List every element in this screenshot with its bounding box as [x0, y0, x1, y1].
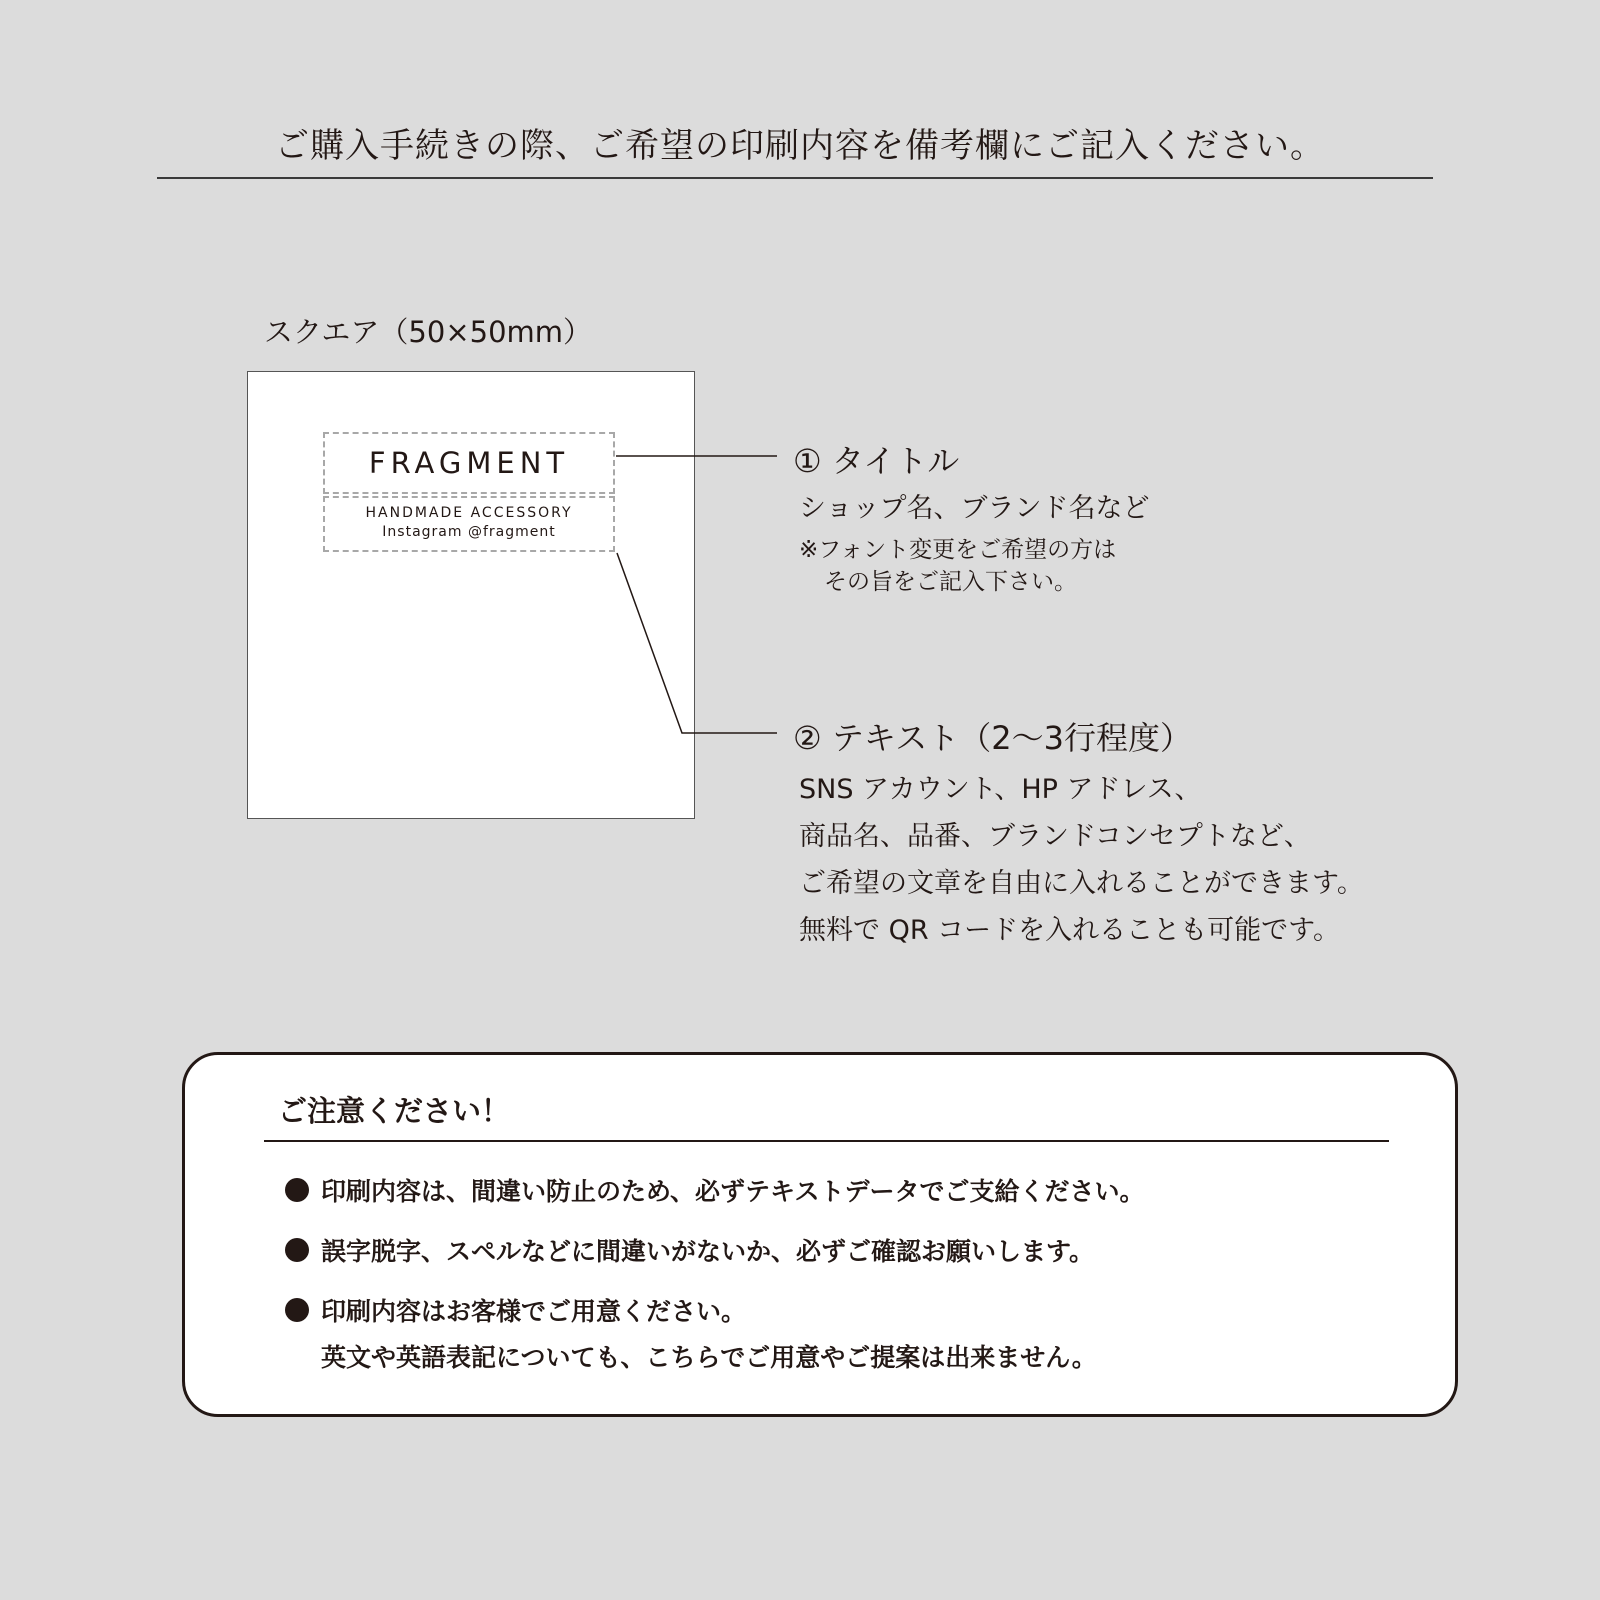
annotation-text-heading: ② テキスト（2〜3行程度） [793, 719, 1192, 757]
notice-item-text: 印刷内容はお客様でご用意ください。 [321, 1297, 747, 1326]
sample-title-text: FRAGMENT [368, 446, 570, 480]
notice-item [285, 1289, 1097, 1381]
notice-item [285, 1229, 1094, 1275]
notice-item-continuation: 英文や英語表記についても、こちらでご用意やご提案は出来ません。 [321, 1343, 1097, 1372]
annotation-text-line: SNS アカウント、HP アドレス、 [799, 774, 1202, 805]
sample-text-line-1: HANDMADE ACCESSORY [365, 505, 573, 521]
bullet-icon [285, 1178, 309, 1202]
size-label: スクエア（50×50mm） [264, 315, 593, 349]
bullet-icon [285, 1238, 309, 1262]
annotation-text-line: 商品名、品番、ブランドコンセプトなど、 [799, 821, 1311, 852]
sample-title-box [323, 432, 615, 494]
annotation-title-heading: ① タイトル [793, 442, 960, 480]
sample-text-box [323, 496, 615, 552]
annotation-text-line: ご希望の文章を自由に入れることができます。 [799, 868, 1364, 899]
annotation-title-note-2: その旨をご記入下さい。 [824, 569, 1077, 595]
notice-divider [264, 1140, 1389, 1142]
notice-item-text: 印刷内容は、間違い防止のため、必ずテキストデータでご支給ください。 [321, 1177, 1145, 1206]
header-divider [157, 177, 1433, 179]
notice-item-text: 誤字脱字、スペルなどに間違いがないか、必ずご確認お願いします。 [321, 1237, 1095, 1266]
notice-title: ご注意ください！ [278, 1094, 511, 1128]
notice-box [182, 1052, 1458, 1417]
header-instruction: ご購入手続きの際、ご希望の印刷内容を備考欄にご記入ください。 [275, 126, 1325, 166]
annotation-text-line: 無料で QR コードを入れることも可能です。 [799, 915, 1341, 946]
annotation-title-sub: ショップ名、ブランド名など [799, 493, 1150, 524]
sample-text-line-2: Instagram @fragment [382, 524, 556, 540]
notice-item [285, 1169, 1145, 1215]
bullet-icon [285, 1298, 309, 1322]
annotation-text-body [799, 766, 1364, 954]
annotation-title-note-1: ※フォント変更をご希望の方は [799, 537, 1117, 563]
